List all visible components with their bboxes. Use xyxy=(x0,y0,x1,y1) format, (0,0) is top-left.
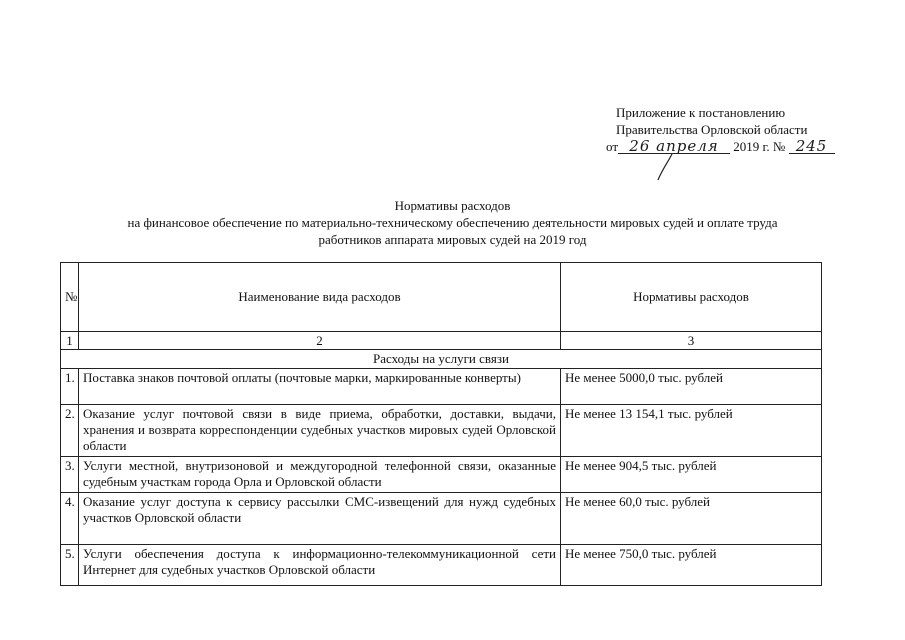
appendix-line-1: Приложение к постановлению xyxy=(616,105,786,120)
table-row xyxy=(61,457,822,493)
year-text: 2019 г. xyxy=(733,139,770,154)
header-norm: Нормативы расходов xyxy=(561,263,822,332)
column-number-1: 1 xyxy=(61,332,79,350)
pen-stroke-icon xyxy=(650,152,680,182)
row-norm: Не менее 5000,0 тыс. рублей xyxy=(561,369,822,405)
appendix-line-2: Правительства Орловской области xyxy=(616,122,808,137)
row-norm: Не менее 750,0 тыс. рублей xyxy=(561,545,822,586)
row-number: 4. xyxy=(61,493,79,545)
header-name: Наименование вида расходов xyxy=(79,263,561,332)
row-name: Оказание услуг доступа к сервису рассылки СМС-извещений для нужд судебных участков Орловской области xyxy=(79,493,561,545)
column-number-3: 3 xyxy=(561,332,822,350)
row-norm: Не менее 60,0 тыс. рублей xyxy=(561,493,822,545)
section-row xyxy=(61,350,822,369)
table-header-row xyxy=(61,263,822,332)
row-name: Услуги местной, внутризоновой и междугородной телефонной связи, оказанные судебным участкам города Орла и Орловской области xyxy=(79,457,561,493)
norms-table xyxy=(60,262,822,586)
handwritten-date: 26 апреля xyxy=(618,139,730,154)
column-numbers-row xyxy=(61,332,822,350)
table-row xyxy=(61,493,822,545)
row-name: Оказание услуг почтовой связи в виде приема, обработки, доставки, выдачи, хранения и возврата корреспонденции судебных участков мировых судей Орловской области xyxy=(79,405,561,457)
table-row xyxy=(61,545,822,586)
row-name: Услуги обеспечения доступа к информационно-телекоммуникационной сети Интернет для судебных участков Орловской области xyxy=(79,545,561,586)
row-number: 5. xyxy=(61,545,79,586)
row-norm: Не менее 904,5 тыс. рублей xyxy=(561,457,822,493)
section-title: Расходы на услуги связи xyxy=(61,350,822,369)
row-norm: Не менее 13 154,1 тыс. рублей xyxy=(561,405,822,457)
table-row xyxy=(61,369,822,405)
handwritten-number: 245 xyxy=(789,139,835,154)
row-number: 1. xyxy=(61,369,79,405)
row-number: 2. xyxy=(61,405,79,457)
number-label: № xyxy=(772,139,786,154)
title-line-3: работников аппарата мировых судей на 2019 год xyxy=(318,232,587,247)
title-line-1: Нормативы расходов xyxy=(394,198,511,213)
title-line-2: на финансовое обеспечение по материально-техническому обеспечению деятельности мировых судей и оплате труда xyxy=(127,215,778,230)
row-number: 3. xyxy=(61,457,79,493)
document-title xyxy=(40,197,865,248)
appendix-header xyxy=(606,104,896,155)
row-name: Поставка знаков почтовой оплаты (почтовые марки, маркированные конверты) xyxy=(79,369,561,405)
header-number: № xyxy=(61,263,79,332)
table-row xyxy=(61,405,822,457)
from-label: от xyxy=(606,139,619,154)
column-number-2: 2 xyxy=(79,332,561,350)
